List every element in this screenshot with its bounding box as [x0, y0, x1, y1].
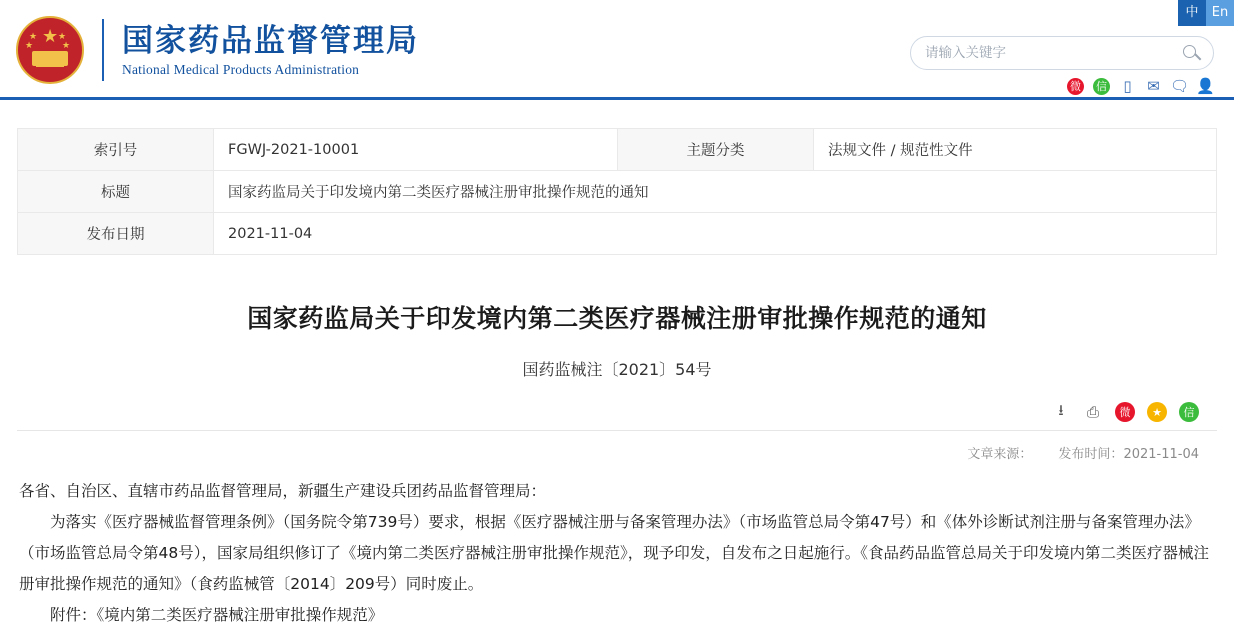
- search-box[interactable]: [910, 36, 1214, 70]
- document-meta-table: [17, 128, 1217, 255]
- user-icon[interactable]: 👤: [1196, 77, 1215, 95]
- meta-value-date: 2021-11-04: [214, 213, 1217, 255]
- publish-label: 发布时间：: [1058, 447, 1124, 462]
- meta-label-date: 发布日期: [18, 213, 214, 255]
- mail-icon[interactable]: ✉: [1147, 77, 1160, 95]
- mobile-icon[interactable]: ▯: [1123, 77, 1132, 95]
- site-header: [0, 0, 1234, 100]
- article-body: [11, 476, 1223, 631]
- search-input[interactable]: [911, 45, 1175, 61]
- share-weibo-icon[interactable]: 微: [1115, 402, 1135, 422]
- document-number: 国药监械注〔2021〕54号: [522, 360, 712, 379]
- publish-date: 2021-11-04: [1123, 447, 1199, 462]
- article-toolbar[interactable]: [17, 402, 1217, 422]
- meta-value-title: 国家药监局关于印发境内第二类医疗器械注册审批操作规范的通知: [214, 171, 1217, 213]
- site-brand[interactable]: [14, 14, 419, 86]
- download-icon[interactable]: ⭳: [1058, 400, 1064, 419]
- page-title: 国家药监局关于印发境内第二类医疗器械注册审批操作规范的通知: [247, 304, 987, 333]
- table-row: [18, 213, 1217, 255]
- paragraph: 为落实《医疗器械监督管理条例》（国务院令第739号）要求，根据《医疗器械注册与备案管理办法》（市场监管总局令第47号）和《体外诊断试剂注册与备案管理办法》（市场监管总局令第48号），国家局组织修订了《境内第二类医疗器械注册审批操作规范》，现予印发，自发布之日起施行。《食品药品监管总局关于印发境内第二类医疗器械注册审批操作规范的通知》（食药监械管〔2014〕209号）同时废止。: [19, 513, 1209, 593]
- meta-value-index: FGWJ-2021-10001: [214, 129, 618, 171]
- brand-divider: [102, 19, 104, 81]
- site-name-en: National Medical Products Administration: [122, 62, 360, 78]
- page-body: [0, 128, 1234, 631]
- source-label: 文章来源：: [967, 447, 1033, 462]
- message-icon[interactable]: 🗨: [1169, 77, 1190, 95]
- weibo-icon[interactable]: 微: [1067, 78, 1084, 95]
- meta-label-title: 标题: [18, 171, 214, 213]
- lang-en-button[interactable]: En: [1206, 0, 1234, 26]
- meta-label-category: 主题分类: [618, 129, 814, 171]
- print-icon[interactable]: ⎙: [1086, 403, 1099, 421]
- wechat-icon[interactable]: 信: [1093, 78, 1110, 95]
- social-icon-row[interactable]: [1067, 78, 1214, 95]
- search-icon[interactable]: [1175, 36, 1209, 70]
- lang-cn-button[interactable]: 中: [1178, 0, 1206, 26]
- table-row: [18, 171, 1217, 213]
- table-row: [18, 129, 1217, 171]
- language-toggle[interactable]: [1178, 0, 1234, 26]
- site-name-cn: 国家药品监督管理局: [122, 22, 419, 59]
- national-emblem-icon: ★ ★ ★ ★ ★: [14, 14, 86, 86]
- paragraph: 附件：《境内第二类医疗器械注册审批操作规范》: [50, 606, 384, 624]
- share-qzone-icon[interactable]: ★: [1147, 402, 1167, 422]
- meta-value-category: 法规文件 / 规范性文件: [814, 129, 1217, 171]
- article-source-line: [17, 430, 1217, 462]
- share-wechat-icon[interactable]: 信: [1179, 402, 1199, 422]
- meta-label-index: 索引号: [18, 129, 214, 171]
- paragraph: 各省、自治区、直辖市药品监督管理局，新疆生产建设兵团药品监督管理局：: [19, 482, 547, 500]
